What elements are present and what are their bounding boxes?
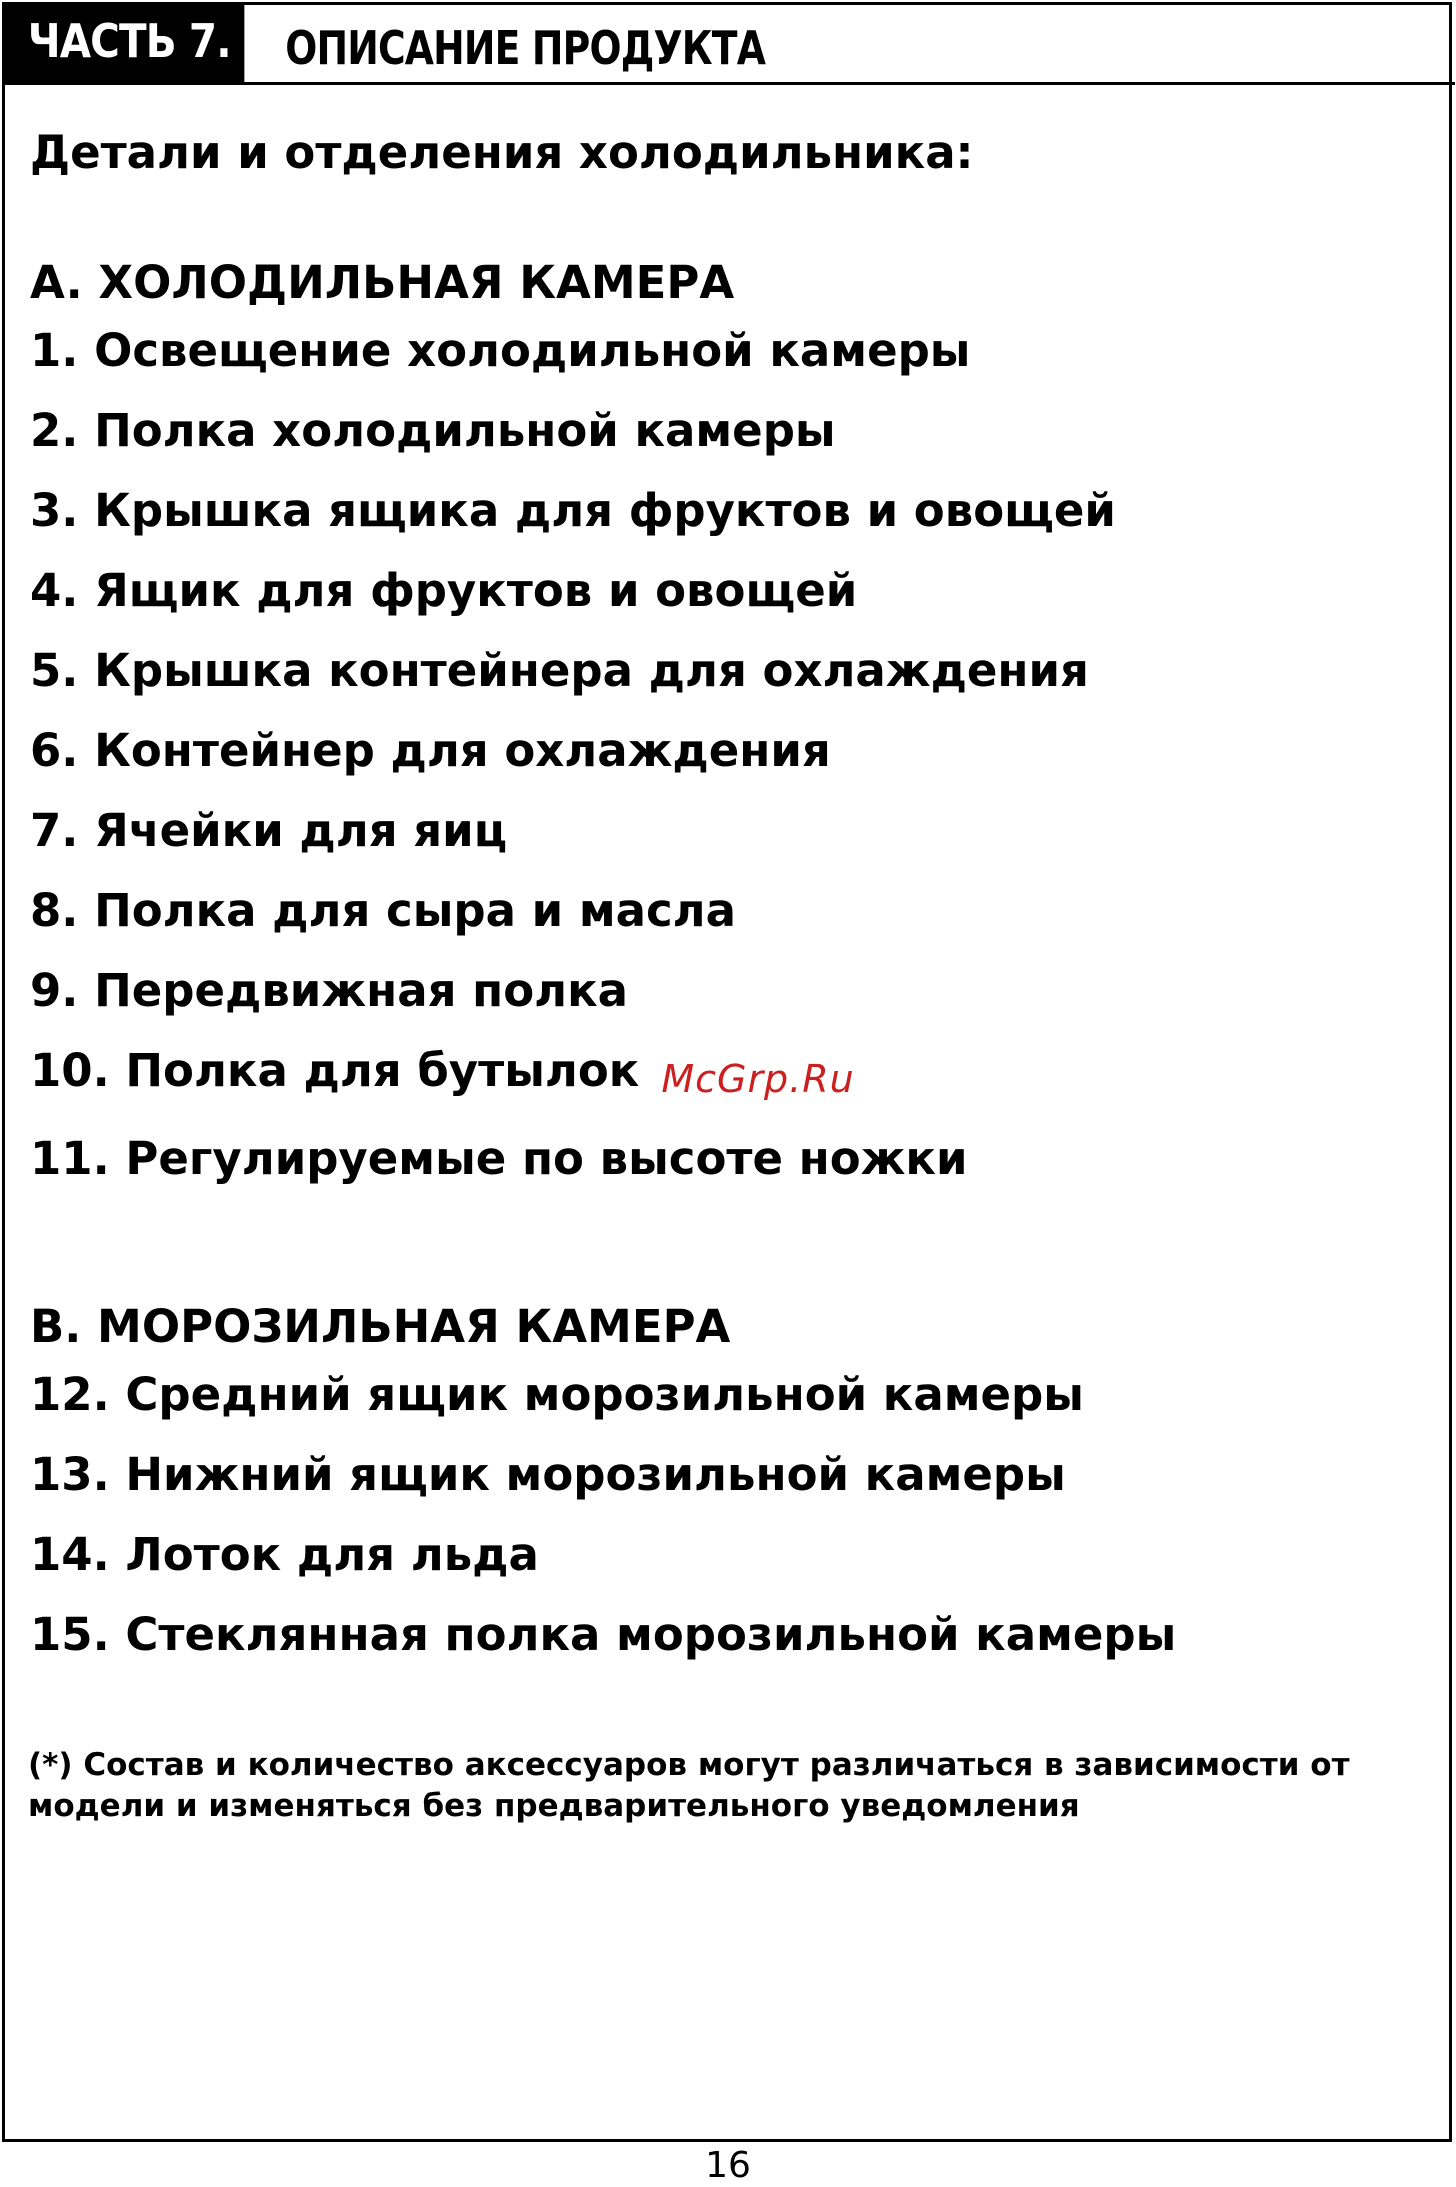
- page-number: 16: [705, 2145, 751, 2186]
- list-item-text: 10. Полка для бутылок: [30, 1044, 640, 1097]
- list-item: 9. Передвижная полка: [30, 964, 629, 1017]
- list-item: 1. Освещение холодильной камеры: [30, 324, 971, 377]
- list-item: 12. Средний ящик морозильной камеры: [30, 1368, 1084, 1421]
- list-item: 8. Полка для сыра и масла: [30, 884, 737, 937]
- section-title: ОПИСАНИЕ ПРОДУКТА: [285, 21, 766, 75]
- section-a-heading: A. ХОЛОДИЛЬНАЯ КАМЕРА: [30, 256, 735, 309]
- list-item: 4. Ящик для фруктов и овощей: [30, 564, 858, 617]
- list-item: 7. Ячейки для яиц: [30, 804, 508, 857]
- list-item: 13. Нижний ящик морозильной камеры: [30, 1448, 1066, 1501]
- list-item: 14. Лоток для льда: [30, 1528, 539, 1581]
- part-label: ЧАСТЬ 7.: [5, 5, 244, 85]
- list-item: 11. Регулируемые по высоте ножки: [30, 1132, 968, 1185]
- list-item-with-watermark: [30, 1031, 1420, 1119]
- watermark: McGrp.Ru: [661, 1057, 855, 1101]
- section-b-heading: B. МОРОЗИЛЬНАЯ КАМЕРА: [30, 1300, 731, 1353]
- list-item: 2. Полка холодильной камеры: [30, 404, 836, 457]
- content: [30, 125, 1420, 1675]
- list-item: 5. Крышка контейнера для охлаждения: [30, 644, 1089, 697]
- intro-heading: Детали и отделения холодильника:: [30, 126, 974, 179]
- footnote: (*) Состав и количество аксессуаров могут различаться в зависимости от модели и изменяться без предварительного уведомления: [28, 1747, 1350, 1824]
- list-item: 3. Крышка ящика для фруктов и овощей: [30, 484, 1116, 537]
- header-bar: [5, 5, 1455, 85]
- list-item: 15. Стеклянная полка морозильной камеры: [30, 1608, 1177, 1661]
- list-item: 6. Контейнер для охлаждения: [30, 724, 831, 777]
- section-b-list: [30, 1355, 1420, 1675]
- section-a-list: [30, 311, 1420, 1199]
